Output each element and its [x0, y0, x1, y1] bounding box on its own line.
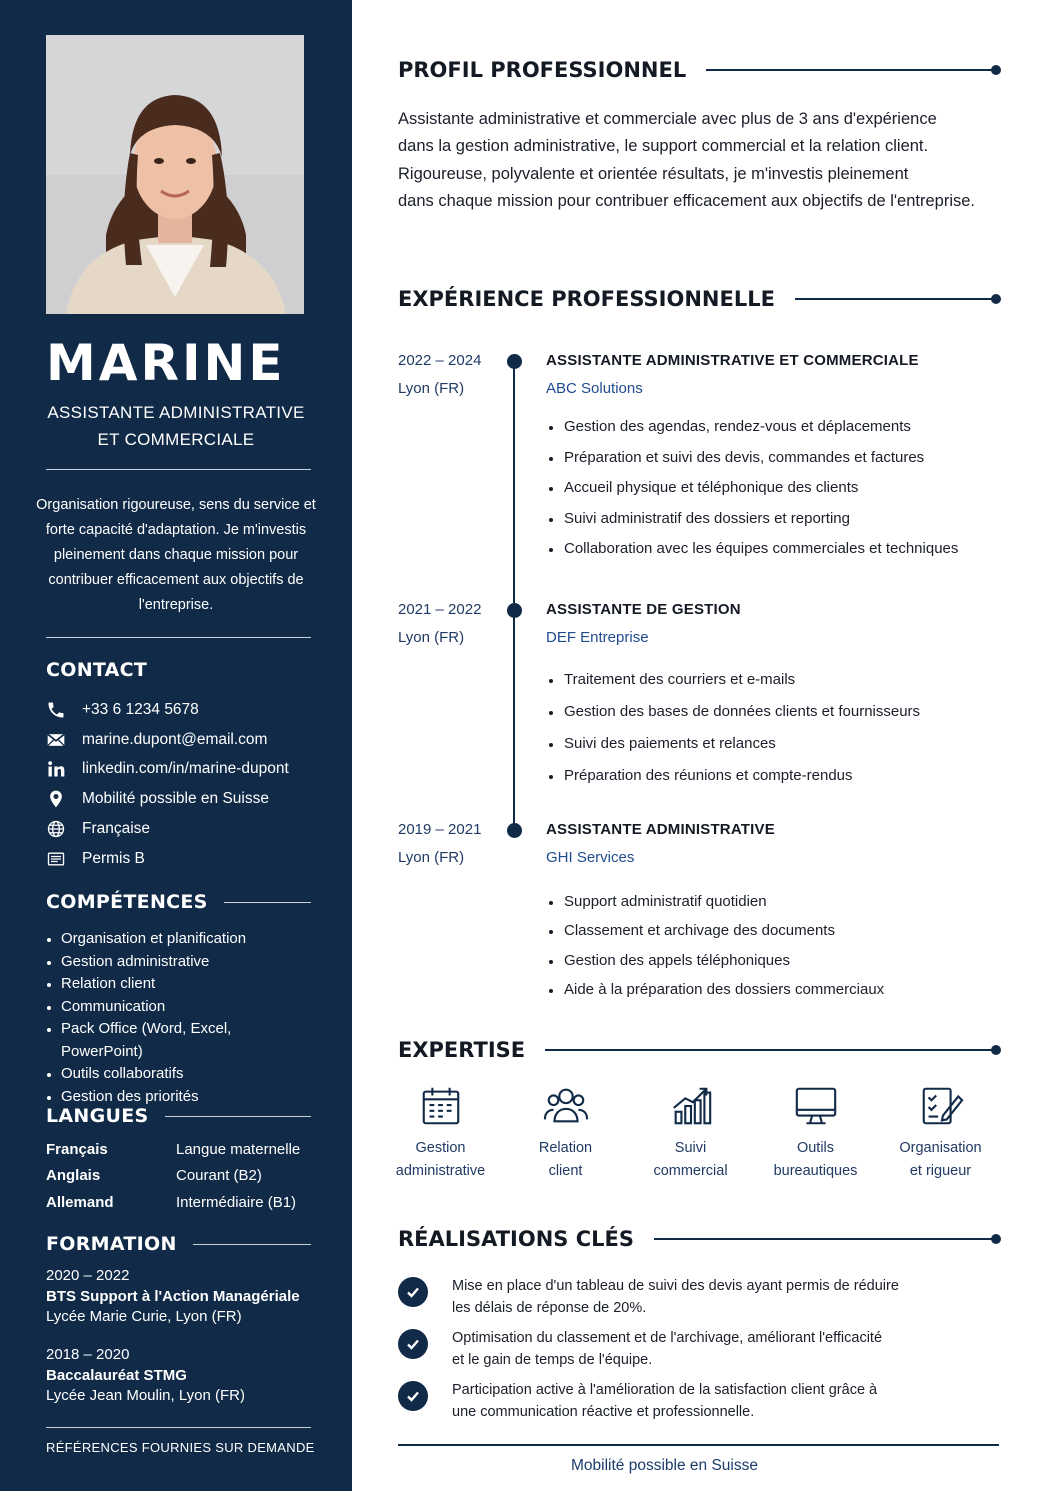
- contact-text: linkedin.com/in/marine-dupont: [82, 760, 289, 778]
- task-item: Traitement des courriers et e-mails: [546, 671, 1006, 703]
- achievements-heading-text: RÉALISATIONS CLÉS: [398, 1227, 634, 1251]
- achievement-item: [398, 1275, 998, 1319]
- achievement-text: [452, 1327, 912, 1371]
- check-circle-icon: [398, 1329, 428, 1359]
- checklist-pen-icon: [878, 1083, 1003, 1129]
- phone-icon: [46, 700, 66, 720]
- expertise-label: [753, 1137, 878, 1183]
- skills-heading: [46, 891, 311, 913]
- job-city: Lyon (FR): [398, 849, 465, 866]
- expertise-label-line: Relation: [538, 1140, 593, 1156]
- task-item: Support administratif quotidien: [546, 893, 1006, 922]
- profile-heading-text: PROFIL PROFESSIONNEL: [398, 58, 687, 82]
- job-company: GHI Services: [546, 849, 635, 866]
- education-heading-text: FORMATION: [46, 1233, 177, 1255]
- profile-line: Rigoureuse, polyvalente et orientée résultats, je m'investis pleinement: [398, 164, 909, 183]
- job-company: DEF Entreprise: [546, 629, 649, 646]
- contact-heading-text: CONTACT: [46, 659, 148, 681]
- achievement-line: Participation active à l'amélioration de la satisfaction client grâce à: [452, 1382, 878, 1398]
- contact-license: [46, 844, 316, 874]
- heading-rule: [654, 1238, 1000, 1240]
- achievement-line: Mise en place d'un tableau de suivi des devis ayant permis de réduire: [452, 1278, 899, 1294]
- skills-list: [46, 928, 316, 1108]
- skill-item: Organisation et planification: [46, 928, 316, 951]
- contact-text: marine.dupont@email.com: [82, 730, 268, 748]
- task-item: Suivi administratif des dossiers et reporting: [546, 510, 1006, 541]
- achievement-line: une communication réactive et professionnelle.: [452, 1404, 755, 1420]
- achievement-line: et le gain de temps de l'équipe.: [452, 1352, 653, 1368]
- skill-item: Gestion administrative: [46, 951, 316, 974]
- skill-item: Outils collaboratifs: [46, 1063, 316, 1086]
- skill-item: Relation client: [46, 973, 316, 996]
- expertise-label-line: Suivi: [674, 1140, 707, 1156]
- languages-heading-text: LANGUES: [46, 1105, 149, 1127]
- heading-rule: [165, 1116, 312, 1117]
- achievement-line: Optimisation du classement et de l'archivage, améliorant l'efficacité: [452, 1330, 883, 1346]
- contact-text: Permis B: [82, 849, 145, 867]
- expertise-label: [628, 1137, 753, 1183]
- candidate-name: MARINE: [46, 334, 286, 392]
- expertise-label-line: commercial: [653, 1163, 728, 1179]
- task-item: Gestion des bases de données clients et fournisseurs: [546, 703, 1006, 735]
- profile-line: dans la gestion administrative, le support commercial et la relation client.: [398, 137, 929, 156]
- education-years: 2020 – 2022: [46, 1267, 130, 1284]
- achievements-list: [398, 1275, 998, 1431]
- job-company: ABC Solutions: [546, 380, 643, 397]
- expertise-item: [503, 1083, 628, 1183]
- expertise-label-line: et rigueur: [909, 1163, 972, 1179]
- expertise-heading-text: EXPERTISE: [398, 1038, 526, 1062]
- task-item: Accueil physique et téléphonique des clients: [546, 479, 1006, 510]
- expertise-label: [378, 1137, 503, 1183]
- skill-item: Communication: [46, 996, 316, 1019]
- job-title: ASSISTANTE DE GESTION: [546, 601, 741, 618]
- job-title: ASSISTANTE ADMINISTRATIVE ET COMMERCIALE: [546, 352, 919, 369]
- heading-rule: [224, 902, 311, 903]
- divider: [46, 469, 311, 470]
- linkedin-icon: [46, 759, 66, 779]
- expertise-label-line: bureautiques: [773, 1163, 858, 1179]
- education-years: 2018 – 2020: [46, 1346, 130, 1363]
- location-pin-icon: [46, 789, 66, 809]
- expertise-item: [878, 1083, 1003, 1183]
- divider: [46, 1427, 311, 1428]
- contact-text: +33 6 1234 5678: [82, 700, 199, 718]
- footer-rule: [398, 1444, 999, 1446]
- license-card-icon: [46, 849, 66, 869]
- job-city: Lyon (FR): [398, 629, 465, 646]
- languages-list: [46, 1136, 316, 1216]
- skill-item: Pack Office (Word, Excel, PowerPoint): [46, 1018, 316, 1063]
- language-level: Langue maternelle: [176, 1140, 301, 1158]
- expertise-label-line: administrative: [395, 1163, 486, 1179]
- job-city: Lyon (FR): [398, 380, 465, 397]
- sidebar: [0, 0, 352, 1491]
- people-icon: [503, 1083, 628, 1129]
- timeline-line: [513, 361, 515, 831]
- education-entry: [46, 1266, 316, 1328]
- divider: [46, 637, 311, 638]
- education-heading: [46, 1233, 311, 1255]
- timeline-dot: [507, 603, 522, 618]
- task-item: Classement et archivage des documents: [546, 922, 1006, 951]
- task-item: Préparation et suivi des devis, commandes et factures: [546, 449, 1006, 480]
- experience-heading: [398, 287, 1000, 311]
- job-tasks: [546, 671, 1006, 799]
- languages-heading: [46, 1105, 311, 1127]
- language-level: Intermédiaire (B1): [176, 1193, 297, 1211]
- job-dates: 2019 – 2021: [398, 821, 482, 838]
- job-dates: 2022 – 2024: [398, 352, 482, 369]
- job-title: ASSISTANTE ADMINISTRATIVE ET COMMERCIALE: [47, 403, 305, 449]
- education-entry: [46, 1345, 316, 1407]
- contact-list: [46, 695, 316, 874]
- contact-email[interactable]: [46, 725, 316, 755]
- globe-icon: [46, 819, 66, 839]
- contact-text: Française: [82, 820, 151, 838]
- education-school: Lycée Marie Curie, Lyon (FR): [46, 1308, 242, 1325]
- check-circle-icon: [398, 1381, 428, 1411]
- profile-text: [398, 106, 1008, 215]
- achievements-heading: [398, 1227, 1000, 1251]
- skills-heading-text: COMPÉTENCES: [46, 891, 208, 913]
- expertise-label: [878, 1137, 1003, 1183]
- monitor-icon: [753, 1083, 878, 1129]
- heading-rule: [706, 69, 1000, 71]
- achievement-item: [398, 1379, 998, 1423]
- growth-chart-icon: [628, 1083, 753, 1129]
- heading-rule: [193, 1244, 311, 1245]
- profile-line: Assistante administrative et commerciale avec plus de 3 ans d'expérience: [398, 110, 937, 128]
- achievement-item: [398, 1327, 998, 1371]
- profile-heading: [398, 58, 1000, 82]
- task-item: Suivi des paiements et relances: [546, 735, 1006, 767]
- contact-phone[interactable]: [46, 695, 316, 725]
- contact-linkedin[interactable]: [46, 755, 316, 785]
- timeline-dot: [507, 823, 522, 838]
- envelope-icon: [46, 730, 66, 750]
- job-dates: 2021 – 2022: [398, 601, 482, 618]
- experience-heading-text: EXPÉRIENCE PROFESSIONNELLE: [398, 287, 775, 311]
- task-item: Gestion des agendas, rendez-vous et déplacements: [546, 418, 1006, 449]
- language-row: [46, 1136, 316, 1163]
- contact-text: Mobilité possible en Suisse: [82, 790, 269, 808]
- task-item: Aide à la préparation des dossiers commerciaux: [546, 981, 1006, 1010]
- expertise-item: [753, 1083, 878, 1183]
- contact-mobility: [46, 784, 316, 814]
- task-item: Gestion des appels téléphoniques: [546, 952, 1006, 981]
- expertise-label: [503, 1137, 628, 1183]
- task-item: Préparation des réunions et compte-rendus: [546, 767, 1006, 799]
- language-row: [46, 1189, 316, 1216]
- check-circle-icon: [398, 1277, 428, 1307]
- language-level: Courant (B2): [176, 1167, 262, 1185]
- heading-rule: [545, 1049, 1000, 1051]
- expertise-label-line: Organisation: [899, 1140, 982, 1156]
- sidebar-summary: Organisation rigoureuse, sens du service et forte capacité d'adaptation. Je m'investis pleinement dans chaque mission pour contribuer efficacement aux objectifs de l'entreprise.: [36, 497, 316, 613]
- language-name: Français: [46, 1140, 108, 1158]
- expertise-heading: [398, 1038, 1000, 1062]
- heading-rule: [795, 298, 1000, 300]
- job-title: ASSISTANTE ADMINISTRATIVE: [546, 821, 775, 838]
- expertise-label-line: Gestion: [415, 1140, 466, 1156]
- education-school: Lycée Jean Moulin, Lyon (FR): [46, 1387, 245, 1404]
- job-tasks: [546, 418, 1006, 571]
- contact-nationality: [46, 814, 316, 844]
- task-item: Collaboration avec les équipes commerciales et techniques: [546, 540, 1006, 571]
- expertise-item: [378, 1083, 503, 1183]
- contact-heading: [46, 659, 311, 681]
- references-note: RÉFÉRENCES FOURNIES SUR DEMANDE: [46, 1440, 315, 1455]
- calendar-icon: [378, 1083, 503, 1129]
- expertise-label-line: Outils: [796, 1140, 835, 1156]
- profile-photo: [46, 35, 304, 314]
- expertise-item: [628, 1083, 753, 1183]
- timeline-dot: [507, 354, 522, 369]
- skill-item: Gestion des priorités: [46, 1086, 316, 1109]
- education-degree: BTS Support à l'Action Managériale: [46, 1287, 300, 1305]
- education-degree: Baccalauréat STMG: [46, 1366, 187, 1384]
- language-row: [46, 1163, 316, 1190]
- profile-line: dans chaque mission pour contribuer efficacement aux objectifs de l'entreprise.: [398, 191, 976, 210]
- job-tasks: [546, 893, 1006, 1010]
- achievement-line: les délais de réponse de 20%.: [452, 1300, 647, 1316]
- language-name: Anglais: [46, 1167, 101, 1185]
- achievement-text: [452, 1379, 912, 1423]
- expertise-grid: [378, 1083, 1008, 1183]
- footer-mobility: Mobilité possible en Suisse: [571, 1457, 758, 1474]
- language-name: Allemand: [46, 1193, 114, 1211]
- expertise-label-line: client: [548, 1163, 583, 1179]
- achievement-text: [452, 1275, 912, 1319]
